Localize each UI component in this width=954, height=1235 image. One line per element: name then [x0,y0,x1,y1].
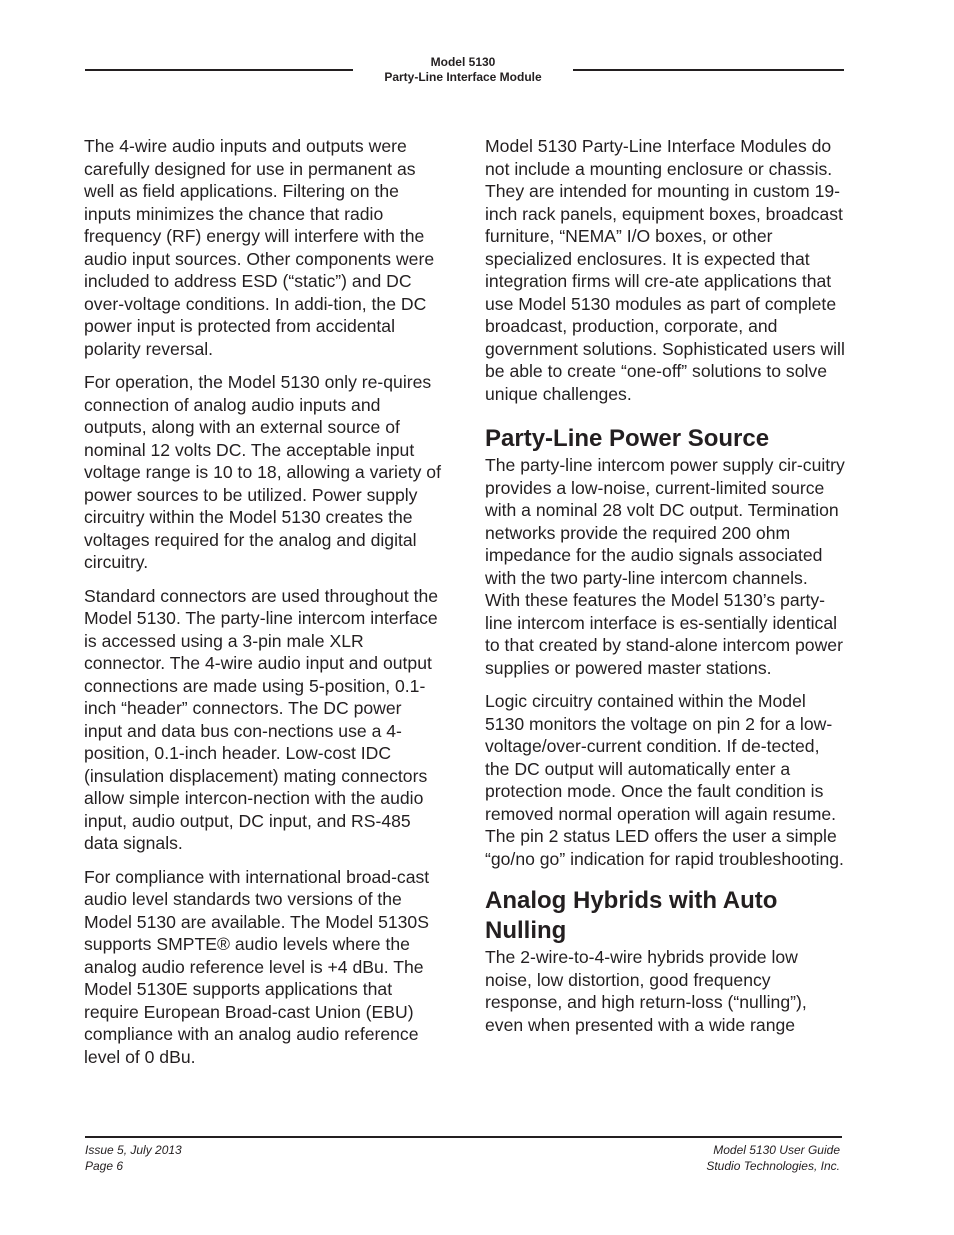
paragraph: For compliance with international broad-cast audio level standards two versions of the Model 5130 are available. The Model 5130S supports SMPTE® audio levels where the analog audio reference level is +4 dBu. The Model 5130E supports applications that require European Broad-cast Union (EBU) compliance with an analog audio reference level of 0 dBu. [84,866,430,1067]
page-number: Page 6 [85,1158,124,1173]
header-rule-right [573,69,844,71]
paragraph: The 4-wire audio inputs and outputs were carefully designed for use in permanent as well as field applications. Filtering on the inputs minimizes the chance that radio frequency (RF) energy will interfere with the audio input sources. Other components were included to address ESD (“static”) and DC over-voltage conditions. In addi-tion, the DC power input is protected from accidental polarity reversal. [84,136,435,359]
footer-left [85,1143,182,1174]
footer-rule [85,1136,842,1138]
header-model: Model 5130 [430,55,496,69]
footer-guide-title: Model 5130 User Guide [713,1143,840,1157]
paragraph: Standard connectors are used throughout the Model 5130. The party-line intercom interface is accessed using a 3-pin male XLR connector. The 4-wire audio input and output connections are made using 5-position, 0.1-inch “header” connectors. The DC power input and data bus con-nections use a 4-position, 0.1-inch header. Low-cost IDC (insulation displacement) mating connectors allow simple intercon-nection with the audio input, audio output, DC input, and RS-485 data signals. [84,585,439,853]
paragraph: The 2-wire-to-4-wire hybrids provide low noise, low distortion, good frequency response, and high return-loss (“nulling”), even when presented with a wide range [485,947,807,1035]
paragraph: The party-line intercom power supply cir-cuitry provides a low-noise, current-limited source with a nominal 28 volt DC output. Termination networks provide the required 200 ohm impedance for the audio signals associated with the two party-line intercom channels. With these features the Model 5130’s party-line intercom interface is es-sentially identical to that created by stand-alone intercom power supplies or powered master stations. [485,455,845,678]
header-subtitle: Party-Line Interface Module [384,69,542,84]
footer-right [706,1143,840,1174]
section-heading-power-source: Party-Line Power Source [485,425,770,452]
left-column [84,135,444,1079]
paragraph: Model 5130 Party-Line Interface Modules do not include a mounting enclosure or chassis. They are intended for mounting in custom 19-inch rack panels, equipment boxes, broadcast furniture, “NEMA” I/O boxes, or other specialized enclosures. It is expected that integration firms will cre-ate applications that use Model 5130 modules as part of complete broadcast, production, corporate, and government solutions. Sophisticated users will be able to create “one-off” solutions to solve unique challenges. [485,136,845,404]
right-column [485,135,845,1047]
footer-issue: Issue 5, July 2013 [85,1143,182,1157]
running-header [353,55,573,84]
paragraph: For operation, the Model 5130 only re-quires connection of analog audio inputs and outputs, along with an external source of nominal 12 volts DC. The acceptable input voltage range is 10 to 18, allowing a variety of power sources to be utilized. Power supply circuitry within the Model 5130 creates the voltages required for the analog and digital circuitry. [84,372,441,572]
footer-company: Studio Technologies, Inc. [706,1158,840,1173]
section-heading-analog-hybrids: Analog Hybrids with Auto Nulling [485,887,778,944]
paragraph: Logic circuitry contained within the Model 5130 monitors the voltage on pin 2 for a low-voltage/over-current condition. If de-tected, the DC output will automatically enter a protection mode. Once the fault condition is removed normal operation will again resume. The pin 2 status LED offers the user a simple “go/no go” indication for rapid troubleshooting. [485,691,844,869]
header-rule-left [85,69,353,71]
